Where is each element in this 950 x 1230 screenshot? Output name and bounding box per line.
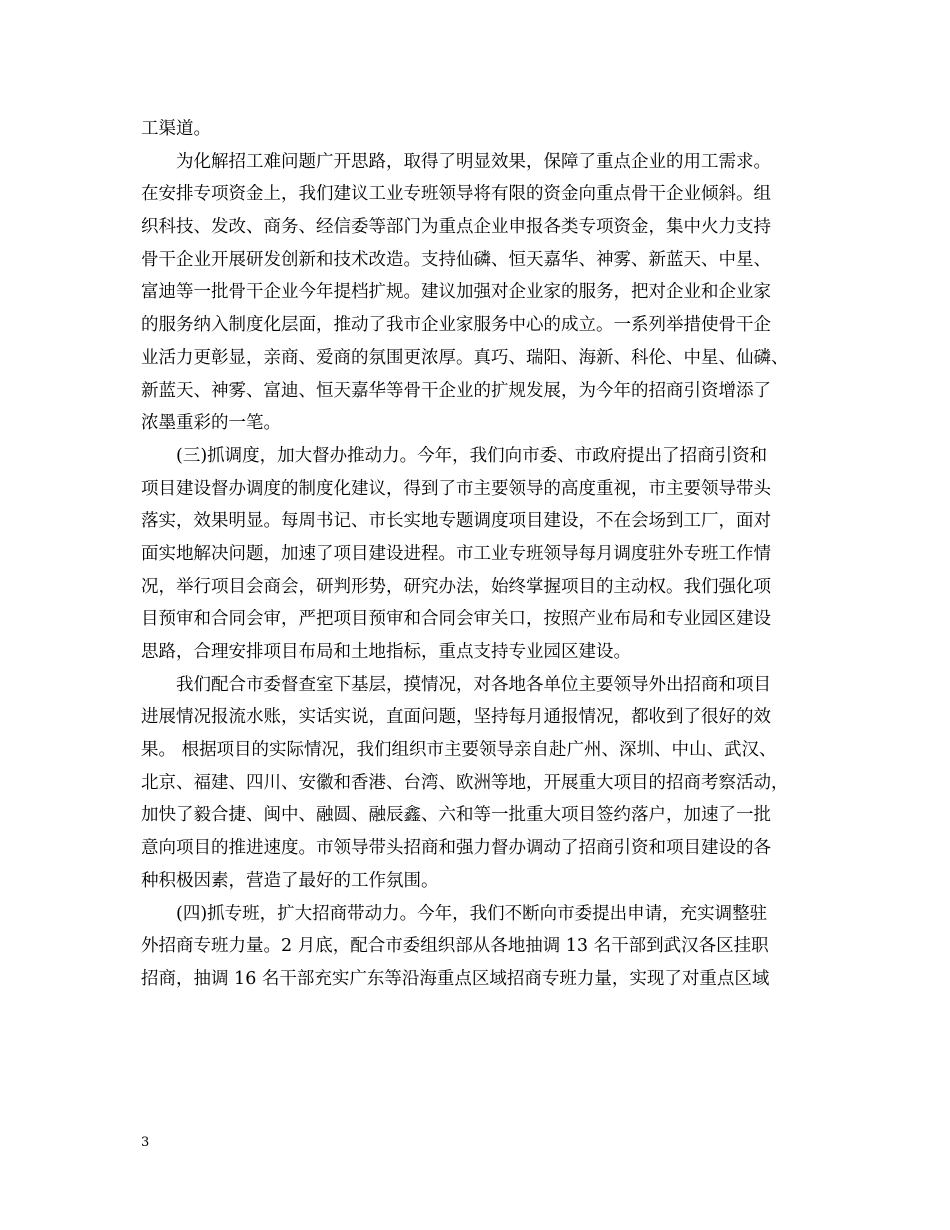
- text-line: 外招商专班力量。2 月底，配合市委组织部从各地抽调 13 名干部到武汉各区挂职: [141, 936, 769, 957]
- text-line: 项目建设督办调度的制度化建议，得到了市主要领导的高度重视，市主要领导带头: [141, 478, 771, 499]
- text-line: 进展情况报流水账，实话实说，直面问题，坚持每月通报情况，都收到了很好的效: [141, 707, 771, 728]
- text-line: 工渠道。: [141, 119, 211, 139]
- text-line: 况，举行项目会商会，研判形势，研究办法，始终掌握项目的主动权。我们强化项: [141, 576, 771, 597]
- text-line: (四)抓专班，扩大招商带动力。今年，我们不断向市委提出申请，充实调整驻: [176, 903, 768, 924]
- text-line: 为化解招工难问题广开思路，取得了明显效果，保障了重点企业的用工需求。: [176, 151, 771, 172]
- text-line: 的服务纳入制度化层面，推动了我市企业家服务中心的成立。一系列举措使骨干企: [141, 315, 771, 336]
- text-line: 业活力更彰显，亲商、爱商的氛围更浓厚。真巧、瑞阳、海新、科伦、中星、仙磷、: [141, 347, 789, 368]
- page-number: 3: [141, 1135, 150, 1150]
- body-text: [141, 113, 813, 996]
- text-line: 思路，合理安排项目布局和土地指标，重点支持专业园区建设。: [141, 642, 631, 662]
- text-line: 织科技、发改、商务、经信委等部门为重点企业申报各类专项资金，集中火力支持: [141, 217, 771, 238]
- text-line: 果。 根据项目的实际情况，我们组织市主要领导亲自赴广州、深圳、中山、武汉、: [141, 740, 777, 761]
- text-line: 骨干企业开展研发创新和技术改造。支持仙磷、恒天嘉华、神雾、新蓝天、中星、: [141, 249, 771, 270]
- text-line: 加快了毅合捷、闽中、融圆、融辰鑫、六和等一批重大项目签约落户，加速了一批: [141, 805, 771, 826]
- text-line: 富迪等一批骨干企业今年提档扩规。建议加强对企业家的服务，把对企业和企业家: [141, 282, 771, 303]
- text-line: 我们配合市委督查室下基层，摸情况，对各地各单位主要领导外出招商和项目: [176, 674, 771, 695]
- text-line: 新蓝天、神雾、富迪、恒天嘉华等骨干企业的扩规发展，为今年的招商引资增添了: [141, 380, 771, 401]
- text-line: 意向项目的推进速度。市领导带头招商和强力督办调动了招商引资和项目建设的各: [141, 838, 771, 859]
- text-line: (三)抓调度，加大督办推动力。今年，我们向市委、市政府提出了招商引资和: [176, 445, 768, 466]
- text-line: 在安排专项资金上，我们建议工业专班领导将有限的资金向重点骨干企业倾斜。组: [141, 184, 771, 205]
- text-line: 浓墨重彩的一笔。: [141, 413, 281, 434]
- text-line: 北京、福建、四川、安徽和香港、台湾、欧洲等地，开展重大项目的招商考察活动，: [141, 772, 789, 793]
- text-line: 种积极因素，营造了最好的工作氛围。: [141, 870, 439, 891]
- text-line: 目预审和合同会审，严把项目预审和合同会审关口，按照产业布局和专业园区建设: [141, 609, 771, 630]
- text-line: 落实，效果明显。每周书记、市长实地专题调度项目建设，不在会场到工厂，面对: [141, 511, 771, 532]
- text-line: 招商，抽调 16 名干部充实广东等沿海重点区域招商专班力量，实现了对重点区域: [141, 968, 770, 989]
- text-line: 面实地解决问题，加速了项目建设进程。市工业专班领导每月调度驻外专班工作情: [141, 543, 771, 564]
